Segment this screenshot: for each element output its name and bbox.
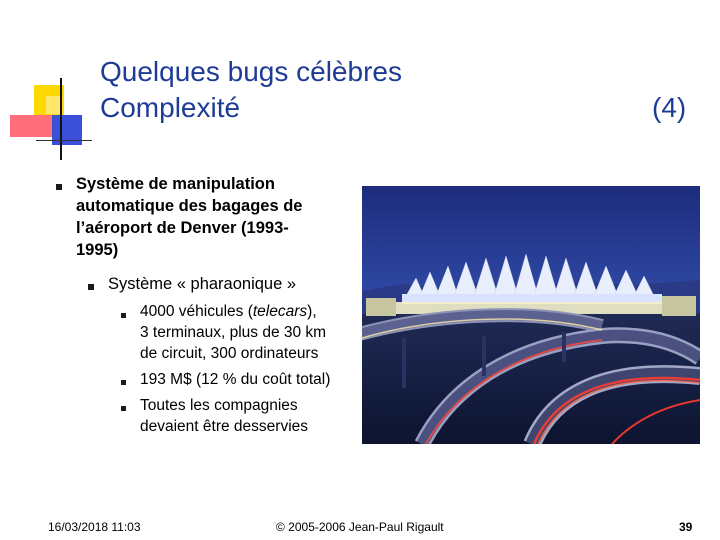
bullet-square-icon — [88, 284, 94, 290]
slide-title-number: (4) — [652, 92, 687, 123]
bullet-l3-companies-line-2: devaient être desservies — [140, 418, 309, 435]
bullet-l3-vehicles-line-1: 4000 véhicules (telecars), — [140, 303, 317, 320]
slide-title: Quelques bugs célèbres — [100, 56, 402, 87]
logo-horizontal-line — [36, 140, 92, 141]
telecars-italic: telecars — [252, 303, 308, 320]
bullet-l3-companies-line-1: Toutes les compagnies — [140, 397, 298, 414]
logo-vertical-line — [60, 78, 62, 160]
bullet-square-icon — [56, 184, 62, 190]
footer-date: 16/03/2018 11:03 — [48, 520, 141, 534]
bullet-l1-line-1: Système de manipulation — [76, 175, 275, 193]
bullet-l3-cost: 193 M$ (12 % du coût total) — [140, 371, 331, 388]
slide-subtitle: Complexité — [100, 92, 241, 123]
bullet-square-icon — [121, 406, 126, 411]
bullet-square-icon — [121, 380, 126, 385]
bullet-l1-line-3: l’aéroport de Denver (1993- — [76, 219, 289, 237]
bullet-l1-line-4: 1995) — [76, 241, 119, 259]
bullet-l1-line-2: automatique des bagages de — [76, 197, 303, 215]
footer-page-number: 39 — [679, 520, 693, 534]
footer-copyright: © 2005-2006 Jean-Paul Rigault — [276, 520, 444, 534]
bullet-l3-vehicles-line-2: 3 terminaux, plus de 30 km — [140, 324, 327, 341]
bullet-square-icon — [121, 313, 126, 318]
bullet-l2-text: Système « pharaonique » — [108, 275, 297, 293]
denver-airport-photo — [362, 186, 700, 444]
logo-pink-square — [10, 115, 52, 137]
bullet-l3-vehicles-line-3: de circuit, 300 ordinateurs — [140, 345, 319, 362]
